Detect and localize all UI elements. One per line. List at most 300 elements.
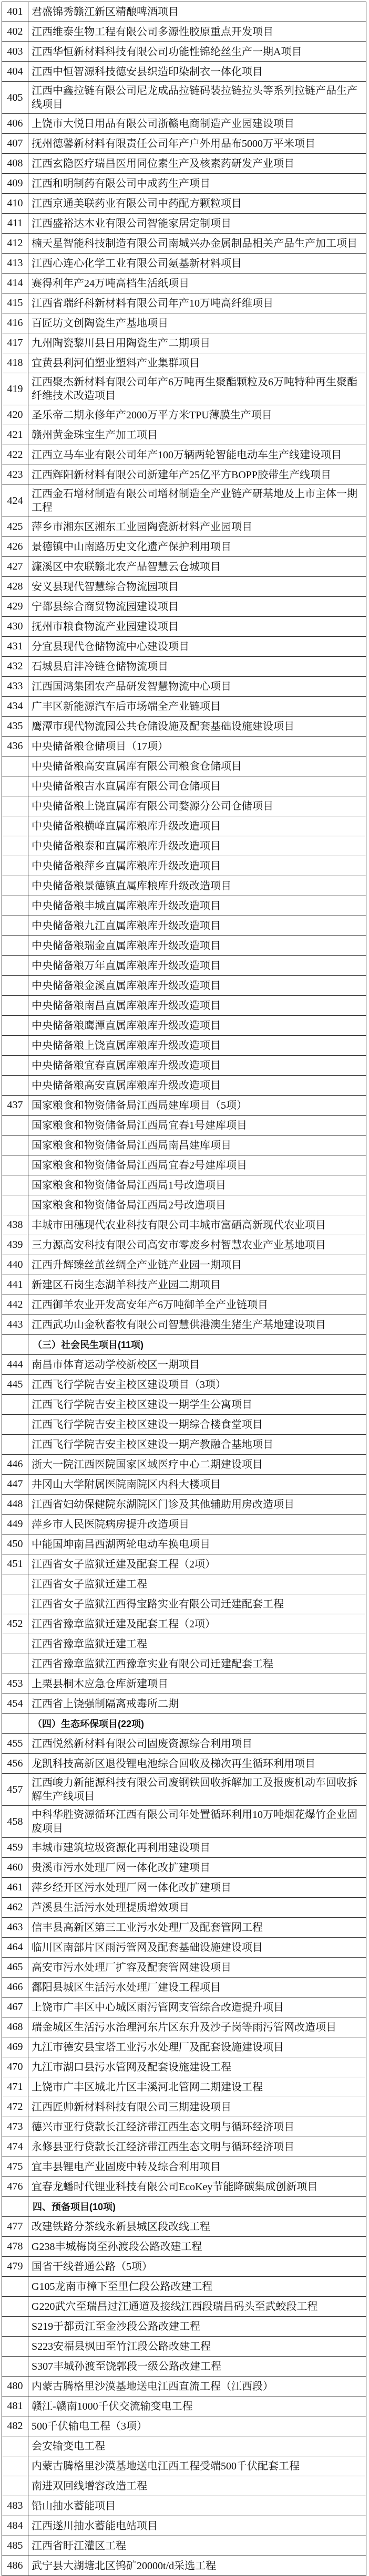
table-row [2,936,366,956]
row-number-cell [2,896,28,916]
table-row [2,517,366,537]
project-name: 宜丰县锂电产业固废中转及综合利用项目 [28,2157,366,2177]
project-name: 中央储备粮鹰潭直属库粮库升级改造项目 [28,1016,366,1036]
row-number-cell [2,816,28,836]
table-row [2,1155,366,1175]
row-number-cell: 452 [2,1614,28,1634]
table-row [2,1754,366,1774]
row-number-cell: 426 [2,537,28,557]
table-row [2,1395,366,1415]
row-number-cell [2,1415,28,1435]
project-name: 江西飞行学院吉安主校区建设一期学生公寓项目 [28,1395,366,1415]
table-row [2,1898,366,1918]
table-row [2,1734,366,1754]
table-row [2,1475,366,1495]
project-name: 三力源高安科技有限公司高安市零废乡村智慧农业产业基地项目 [28,1235,366,1255]
row-number-cell [2,1036,28,1056]
row-number-cell: 404 [2,62,28,82]
row-number-cell: 468 [2,2017,28,2037]
table-row [2,174,366,194]
project-name: 井冈山大学附属医院南院区内科大楼项目 [28,1475,366,1495]
row-number-cell: 460 [2,1858,28,1878]
project-name: 圣乐帝二期永修年产2000万平方米TPU薄膜生产项目 [28,405,366,425]
row-number-cell: 444 [2,1355,28,1375]
table-row [2,816,366,836]
project-name: 江西盛裕达木业有限公司智能家居定制项目 [28,214,366,234]
project-name: 江西悦然新材料有限公司固废资源综合利用项目 [28,1734,366,1754]
project-name: 赣州黄金珠宝生产加工项目 [28,425,366,445]
row-number-cell [2,1116,28,1135]
row-number-cell: 423 [2,465,28,485]
table-row [2,373,366,405]
table-row [2,2297,366,2317]
project-name: 内蒙古腾格里沙漠基地送电江西直流工程（江西段） [28,2377,366,2396]
table-row [2,234,366,254]
project-name: 江西省瑞纤科新材料有限公司年产10万吨高纤维项目 [28,293,366,313]
row-number-cell: 448 [2,1495,28,1515]
table-row [2,916,366,936]
table-row [2,1235,366,1255]
project-name: 江西省女子监狱迁建工程 [28,1574,366,1594]
row-number-cell: 466 [2,1978,28,1997]
project-name: 中能国坤南昌西湖两轮电动车换电项目 [28,1534,366,1554]
row-number-cell: 432 [2,657,28,677]
row-number-cell: 453 [2,1674,28,1694]
table-row [2,353,366,373]
project-name: 抚州德馨新材料有限责任公司年产户外用品布5000万平米项目 [28,134,366,154]
project-name: 瑞金城区生活污水治理河东片区东升及沙子岗等雨污管网改造项目 [28,2017,366,2037]
project-name: 上栗县桐木应急仓库新建项目 [28,1674,366,1694]
project-name: 抚州市粮食物流产业园建设项目 [28,617,366,637]
row-number-cell: 415 [2,293,28,313]
section-header-row [2,1714,366,1734]
row-number-cell [2,2436,28,2456]
project-name: 中央储备粮高安直属库有限公司粮食仓储项目 [28,756,366,776]
table-row [2,2337,366,2357]
table-row [2,1918,366,1938]
row-number-cell: 418 [2,353,28,373]
project-name: 中央储备粮上饶直属库有限公司婺源分公司仓储项目 [28,796,366,816]
row-number-cell: 445 [2,1375,28,1395]
table-row [2,1978,366,1997]
table-row [2,1495,366,1515]
table-row [2,1634,366,1654]
table-row [2,22,366,42]
table-row [2,1806,366,1838]
table-row [2,1694,366,1714]
table-row [2,1858,366,1878]
table-row [2,1016,366,1036]
project-name: 中央储备粮九江直属库粮库升级改造项目 [28,916,366,936]
project-name: 萍乡市湘东区湘东工业园陶瓷新材料产业园项目 [28,517,366,537]
project-name: 中央储备粮南昌直属库粮库升级改造项目 [28,996,366,1016]
row-number-cell: 484 [2,2516,28,2536]
table-row [2,2396,366,2416]
table-row [2,637,366,657]
table-row [2,2556,366,2576]
table-row [2,2357,366,2377]
project-name: G220武穴至瑞昌过江通道及接线江西段瑞昌码头至武蛟段工程 [28,2297,366,2317]
table-row [2,134,366,154]
table-row [2,1534,366,1554]
table-row [2,737,366,756]
project-name: 广丰区新能源汽车后市场端全产业链项目 [28,697,366,717]
table-row [2,1878,366,1898]
project-name: 南进双回线增容改造工程 [28,2476,366,2496]
table-row [2,485,366,517]
table-row [2,1838,366,1858]
row-number-cell: 479 [2,2257,28,2277]
row-number-cell: 410 [2,194,28,214]
project-name: 萍乡市人民医院病房提升改造项目 [28,1515,366,1534]
table-row [2,1515,366,1534]
project-name: 景德镇中山南路历史文化遗产保护利用项目 [28,537,366,557]
table-row [2,1036,366,1056]
table-row [2,154,366,174]
project-name: 中央储备粮泰和直属库粮库升级改造项目 [28,836,366,856]
table-row [2,2377,366,2396]
table-row [2,405,366,425]
project-name: 中科华胜资源循环江西有限公司年处置循环利用10万吨烟花爆竹企业固废项目 [28,1806,366,1838]
row-number-cell: 481 [2,2396,28,2416]
project-name: 铅山抽水蓄能项目 [28,2496,366,2516]
table-row [2,996,366,1016]
project-name: 江西中恒智源科技德安县织造印染制衣一体化项目 [28,62,366,82]
row-number-cell: 439 [2,1235,28,1255]
row-number-cell: 461 [2,1878,28,1898]
table-row [2,1195,366,1215]
project-name: 宜黄县利河伯塑业塑料产业集群项目 [28,353,366,373]
row-number-cell: 436 [2,737,28,756]
project-name: 国家粮食和物资储备局江西局建库项目（5项） [28,1096,366,1116]
row-number-cell: 414 [2,274,28,293]
row-number-cell: 422 [2,445,28,465]
project-name: 江西飞行学院吉安主校区建设项目（3项） [28,1375,366,1395]
row-number-cell: 469 [2,2037,28,2057]
project-name: 宜春龙蟠时代锂业科技有限公司EcoKey节能降碳集成创新项目 [28,2177,366,2197]
project-name: 中央储备粮吉水直属库有限公司仓储项目 [28,776,366,796]
project-name: 国家粮食和物资储备局江西局宜春1号建库项目 [28,1116,366,1135]
row-number-cell: 447 [2,1475,28,1495]
row-number-cell: 472 [2,2097,28,2117]
row-number-cell [2,1076,28,1096]
project-name: 上饶市广丰区城北片区丰溪河北管网二期建设工程 [28,2077,366,2097]
project-name: 永修县亚行贷款长江经济带江西生态文明与循环经济项目 [28,2137,366,2157]
row-number-cell [2,2317,28,2337]
table-row [2,1455,366,1475]
project-name: 鹰潭市现代物流园公共仓储设施及配套基础设施建设项目 [28,717,366,737]
project-table-body [2,2,366,2576]
row-number-cell: 451 [2,1554,28,1574]
table-row [2,2177,366,2197]
table-row [2,1135,366,1155]
row-number-cell [2,956,28,976]
table-row [2,2317,366,2337]
project-name: 赛得利年产24万吨高档生活纸项目 [28,274,366,293]
table-row [2,2436,366,2456]
project-name: 江西和明制药有限公司中成药生产项目 [28,174,366,194]
project-name: 高安市污水处理厂扩容及配套管网建设项目 [28,1958,366,1978]
section-header-row [2,2197,366,2217]
table-row [2,896,366,916]
table-row [2,2,366,22]
project-name: 国家粮食和物资储备局江西局1号改造项目 [28,1175,366,1195]
project-name: 国家粮食和物资储备局江西局宜春2号建库项目 [28,1155,366,1175]
table-row [2,1997,366,2017]
project-name: 南昌市体育运动学校新校区一期项目 [28,1355,366,1375]
row-number-cell: 483 [2,2496,28,2516]
row-number-cell [2,876,28,896]
table-row [2,1958,366,1978]
project-name: 江西省女子监狱江西得宝路实业有限公司迁建配套工程 [28,1594,366,1614]
project-name: 中央储备粮万年直属库粮库升级改造项目 [28,956,366,976]
table-row [2,274,366,293]
table-row [2,1554,366,1574]
section-title: （三）社会民生项目(11项) [28,1335,366,1355]
row-number-cell: 471 [2,2077,28,2097]
row-number-cell: 454 [2,1694,28,1714]
row-number-cell: 407 [2,134,28,154]
table-row [2,333,366,353]
project-name: 赣江-赣南1000千伏交流输变电工程 [28,2396,366,2416]
table-row [2,976,366,996]
row-number-cell [2,1195,28,1215]
project-name: 江西维泰生物工程有限公司多源性胶原重点开发项目 [28,22,366,42]
row-number-cell: 442 [2,1295,28,1315]
table-row [2,313,366,333]
row-number-cell: 462 [2,1898,28,1918]
row-number-cell: 430 [2,617,28,637]
row-number-cell: 438 [2,1215,28,1235]
project-name: 江西中鑫拉链有限公司尼龙成品拉链码装拉链拉头等系列拉链产品生产线项目 [28,82,366,114]
row-number-cell: 425 [2,517,28,537]
row-number-cell: 427 [2,557,28,577]
row-number-cell: 465 [2,1958,28,1978]
table-row [2,1594,366,1614]
table-row [2,2097,366,2117]
table-row [2,445,366,465]
project-name: 分宜县现代仓储物流中心建设项目 [28,637,366,657]
row-number-cell: 440 [2,1255,28,1275]
row-number-cell [2,1654,28,1674]
table-row [2,293,366,313]
row-number-cell: 409 [2,174,28,194]
table-row [2,2496,366,2516]
table-row [2,1175,366,1195]
row-number-cell: 416 [2,313,28,333]
table-row [2,2157,366,2177]
table-row [2,1096,366,1116]
row-number-cell [2,2277,28,2297]
row-number-cell [2,2297,28,2317]
row-number-cell: 457 [2,1774,28,1806]
section-title: （四）生态环保项目(22项) [28,1714,366,1734]
project-name: 江西武功山金秋畜牧有限公司智慧供港澳生猪生产基地建设项目 [28,1315,366,1335]
table-row [2,776,366,796]
row-number-cell: 446 [2,1455,28,1475]
section-header-row [2,1335,366,1355]
row-number-cell [2,796,28,816]
table-row [2,876,366,896]
table-row [2,42,366,62]
project-name: 中央储备粮横峰直属库粮库升级改造项目 [28,816,366,836]
row-number-cell: 443 [2,1315,28,1335]
project-name: S307丰城孙渡至饶郭段一级公路改建工程 [28,2357,366,2377]
table-row [2,62,366,82]
table-row [2,114,366,134]
table-row [2,836,366,856]
row-number-cell: 463 [2,1918,28,1938]
project-name: 中央储备粮宜春直属库粮库升级改造项目 [28,1056,366,1076]
project-name: 宁都县综合商贸物流园建设项目 [28,597,366,617]
row-number-cell [2,2456,28,2476]
project-name: 中央储备粮景德镇直属库粮库升级改造项目 [28,876,366,896]
project-name: 信丰县高新区第三工业污水处理厂及配套管网工程 [28,1918,366,1938]
project-name: 江西玄隐医疗瑞昌医用同位素生产及核素药研发产业项目 [28,154,366,174]
project-name: 江西省上饶强制隔离戒毒所二期 [28,1694,366,1714]
table-row [2,1116,366,1135]
row-number-cell: 402 [2,22,28,42]
row-number-cell: 411 [2,214,28,234]
project-name: 鄱阳县城区生活污水处理厂建设工程项目 [28,1978,366,1997]
project-name: 国省干线普通公路（5项） [28,2257,366,2277]
row-number-cell [2,1594,28,1614]
project-name: 中央储备粮上饶直属库粮库升级改造项目 [28,1036,366,1056]
row-number-cell: 476 [2,2177,28,2197]
project-name: 濂溪区中农联赣北农产品智慧云仓城项目 [28,557,366,577]
row-number-cell [2,776,28,796]
table-row [2,1215,366,1235]
project-name: 江西遂川抽水蓄能电站项目 [28,2516,366,2536]
row-number-cell [2,2476,28,2496]
table-row [2,2037,366,2057]
project-name: 江西飞行学院吉安主校区建设一期产教融合基地项目 [28,1435,366,1455]
table-row [2,2057,366,2077]
row-number-cell: 431 [2,637,28,657]
table-row [2,1415,366,1435]
table-row [2,557,366,577]
row-number-cell: 480 [2,2377,28,2396]
project-name: 500千伏输电工程（3项） [28,2416,366,2436]
project-name: 江西省女子监狱迁建及配套工程（2项） [28,1554,366,1574]
row-number-cell: 449 [2,1515,28,1534]
row-number-cell: 405 [2,82,28,114]
table-row [2,1654,366,1674]
table-row [2,1255,366,1275]
project-name: 丰城市田穗现代农业科技有限公司丰城市富硒高新现代农业项目 [28,1215,366,1235]
project-name: 江西华恒新材料科技有限公司功能性锦纶丝生产一期A项目 [28,42,366,62]
row-number-cell: 408 [2,154,28,174]
project-name: 江西辉阳新材料有限公司新建年产25亿平方BOPP胶带生产线项目 [28,465,366,485]
table-row [2,956,366,976]
row-number-cell: 474 [2,2137,28,2157]
table-row [2,254,366,274]
row-number-cell [2,856,28,876]
table-row [2,697,366,717]
project-name: 江西省豫章监狱江西豫章实业有限公司迁建配套工程 [28,1654,366,1674]
project-name: 君盛锦秀赣江新区精酿啤酒项目 [28,2,366,22]
project-name: 中央储备粮瑞金直属库粮库升级改造项目 [28,936,366,956]
table-row [2,214,366,234]
project-name: 中央储备粮萍乡直属库粮库升级改造项目 [28,856,366,876]
row-number-cell [2,2197,28,2217]
table-row [2,1674,366,1694]
row-number-cell: 486 [2,2556,28,2576]
row-number-cell [2,2357,28,2377]
table-row [2,1375,366,1395]
project-name: 贵溪市污水处理厂网一体化改扩建项目 [28,1858,366,1878]
row-number-cell: 421 [2,425,28,445]
table-row [2,597,366,617]
project-name: 江西省妇幼保健院东湖院区门诊及其他辅助用房改造项目 [28,1495,366,1515]
table-row [2,1938,366,1958]
table-row [2,2237,366,2257]
row-number-cell [2,1714,28,1734]
row-number-cell: 406 [2,114,28,134]
project-name: 上饶市大悦日用品有限公司浙赣电商制造产业园建设项目 [28,114,366,134]
table-row [2,2416,366,2436]
project-name: 江西峻力新能源科技有限公司废钢铁回收拆解加工及报废机动车回收拆解生产线项目 [28,1774,366,1806]
row-number-cell: 424 [2,485,28,517]
table-row [2,465,366,485]
table-row [2,1056,366,1076]
table-row [2,1295,366,1315]
row-number-cell: 441 [2,1275,28,1295]
project-name: 江西飞行学院吉安主校区建设一期综合楼食堂项目 [28,1415,366,1435]
table-row [2,717,366,737]
project-name: 芦溪县生活污水处理提质增效项目 [28,1898,366,1918]
project-name: 安义县现代智慧综合物流园项目 [28,577,366,597]
table-row [2,2217,366,2237]
project-name: 江西省盱江灌区工程 [28,2536,366,2556]
project-name: 江西心连心化学工业有限公司氨基新材料项目 [28,254,366,274]
table-row [2,2277,366,2297]
table-row [2,2476,366,2496]
project-name: G105龙南市樟下至里仁段公路改建工程 [28,2277,366,2297]
row-number-cell: 420 [2,405,28,425]
table-row [2,677,366,697]
table-row [2,1614,366,1634]
row-number-cell: 437 [2,1096,28,1116]
row-number-cell: 464 [2,1938,28,1958]
project-name: 江西匠帅新材料科技有限公司三期建设项目 [28,2097,366,2117]
project-name: 中央储备粮金溪直属库粮库升级改造项目 [28,976,366,996]
row-number-cell [2,936,28,956]
row-number-cell [2,996,28,1016]
table-row [2,2516,366,2536]
project-name: 楠天星智能科技制造有限公司南城兴办金属制品相关产品生产加工项目 [28,234,366,254]
project-name: 武宁县大湖塘北区钨矿20000t/d采选工程 [28,2556,366,2576]
project-name: 江西聚杰新材料有限公司年产6万吨再生聚酯颗粒及6万吨特种再生聚酯纤维技术改造项目 [28,373,366,405]
table-row [2,1574,366,1594]
project-name: 九州陶瓷黎川县日用陶瓷生产二期项目 [28,333,366,353]
row-number-cell [2,1574,28,1594]
row-number-cell: 459 [2,1838,28,1858]
project-name: 萍乡经开区污水处理厂网一体化改扩建项目 [28,1878,366,1898]
project-name: 中央储备粮仓储项目（17项） [28,737,366,756]
row-number-cell: 458 [2,1806,28,1838]
row-number-cell: 455 [2,1734,28,1754]
table-row [2,1275,366,1295]
table-row [2,1076,366,1096]
project-name: 浙大一院江西医院国家区域医疗中心二期建设项目 [28,1455,366,1475]
project-name: 内蒙古腾格里沙漠基地送电江西工程受端500千伏配套工程 [28,2456,366,2476]
table-row [2,856,366,876]
row-number-cell [2,756,28,776]
table-row [2,194,366,214]
project-name: 江西金石增材制造有限公司增材制造全产业链产研基地及上市主体一期工程 [28,485,366,517]
project-name: 江西立马车业有限公司年产100万辆两轮智能电动车生产线建设项目 [28,445,366,465]
